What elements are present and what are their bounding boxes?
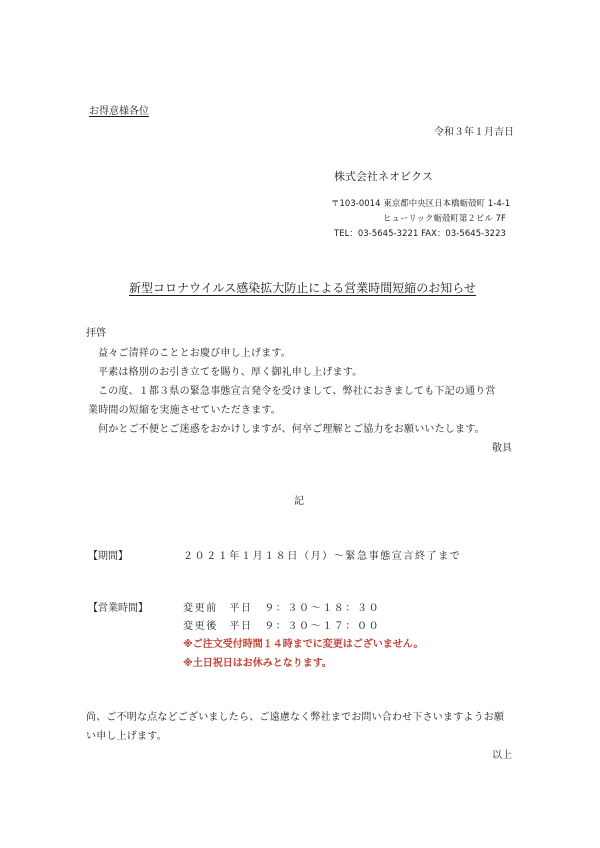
- notice-title: 新型コロナウイルス感染拡大防止による営業時間短縮のお知らせ: [129, 281, 476, 295]
- period-value: ２０２１年１月１８日（月）〜緊急事態宣言終了まで: [183, 551, 462, 562]
- body-line: この度、１都３県の緊急事態宣言発令を受けまして、弊社におきましても下記の通り営: [98, 386, 496, 397]
- recipient: お得意様各位: [89, 106, 149, 117]
- hours-note-holiday: ※土日祝日はお休みとなります。: [183, 658, 332, 669]
- hours-label: 【営業時間】: [88, 603, 148, 614]
- company-address: 〒103-0014 東京都中央区日本橋蛎殻町 1-4-1: [331, 198, 511, 208]
- body-line: 業時間の短縮を実施させていただきます。: [88, 405, 281, 416]
- footer-line: 尚、ご不明な点などございましたら、ご遠慮なく弊社までお問い合わせ下さいますようお願: [86, 712, 505, 723]
- company-building: ヒューリック蛎殻町第２ビル 7F: [383, 213, 506, 223]
- greeting: 拝啓: [86, 328, 106, 339]
- body-line: 平素は格別のお引き立てを賜り、厚く御礼申し上げます。: [98, 367, 363, 378]
- hours-note-order: ※ご注文受付時間１４時までに変更はございません。: [183, 639, 424, 650]
- ki-marker: 記: [294, 496, 304, 507]
- period-label: 【期間】: [88, 551, 128, 562]
- body-line: 何かとご不便とご迷惑をおかけしますが、何卒ご理解とご協力をお願いいたします。: [98, 424, 485, 435]
- company-contact: TEL：03-5645-3221 FAX：03-5645-3223: [334, 228, 506, 238]
- body-line: 益々ご清祥のこととお慶び申し上げます。: [98, 348, 291, 359]
- footer-line: い申し上げます。: [86, 731, 167, 742]
- hours-after: 変更後 平日 ９：３０〜１７：００: [183, 621, 381, 632]
- document-date: 令和３年１月吉日: [434, 127, 514, 138]
- end-marker: 以上: [492, 750, 512, 761]
- closing: 敬具: [492, 443, 512, 454]
- company-name: 株式会社ネオピクス: [334, 170, 433, 183]
- hours-before: 変更前 平日 ９：３０〜１８：３０: [183, 603, 381, 614]
